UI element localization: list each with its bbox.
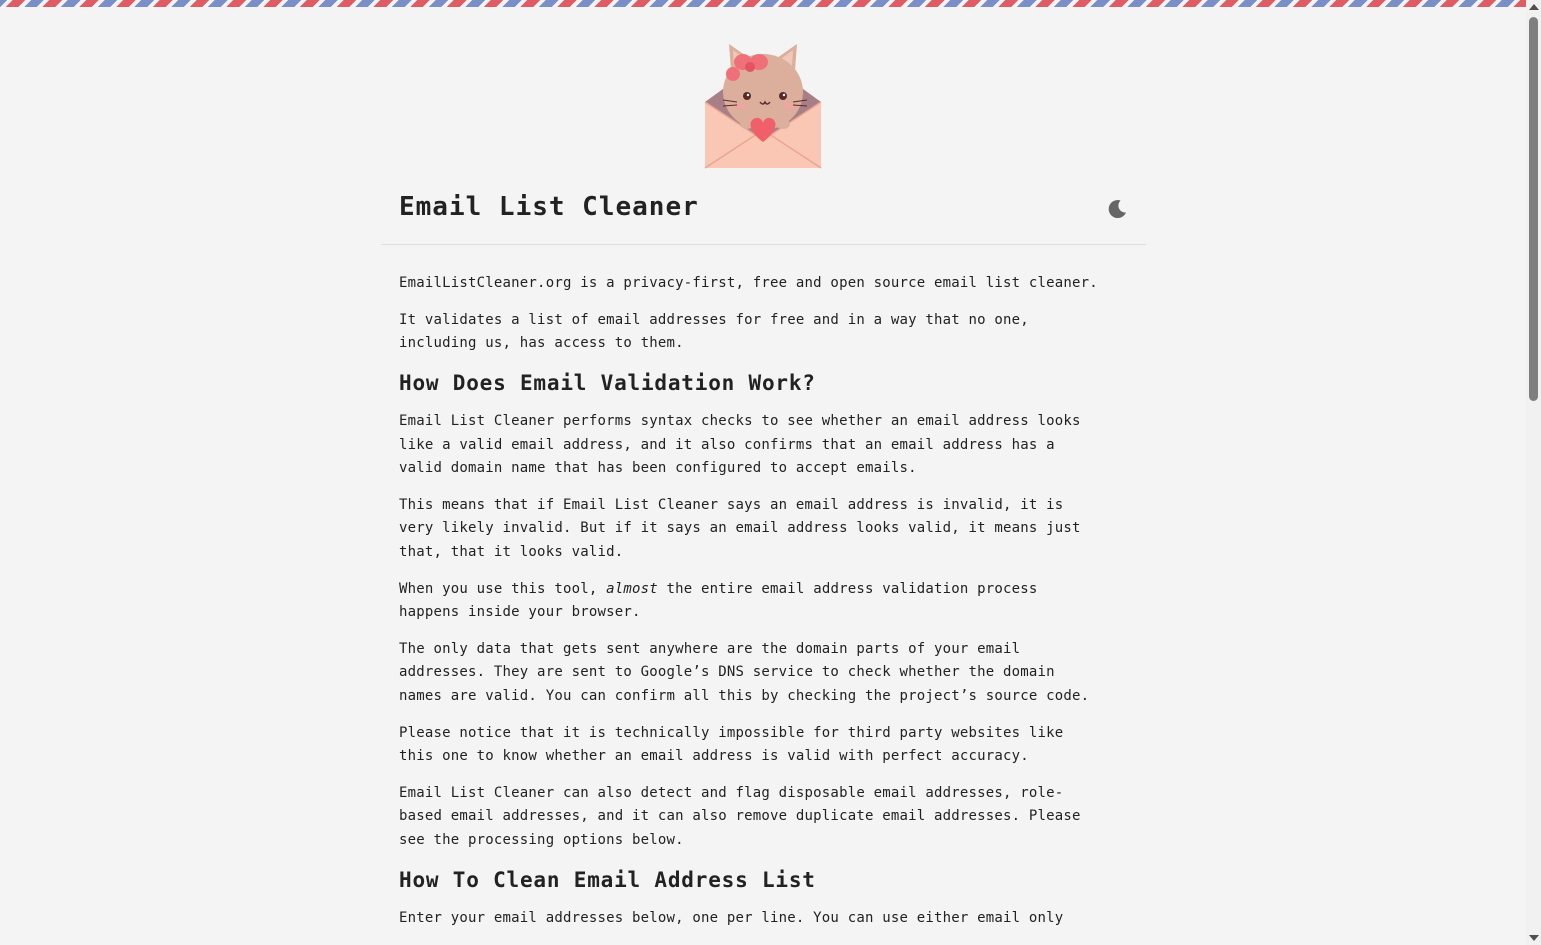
section-heading: How To Clean Email Address List — [399, 867, 816, 892]
body-paragraph — [399, 578, 1129, 625]
body-paragraph: Please notice that it is technically impossible for third party websites like this one to know whether an email address is valid with perfect accuracy. — [399, 724, 1064, 765]
scroll-up-arrow-icon[interactable] — [1529, 4, 1539, 10]
body-paragraph: The only data that gets sent anywhere are the domain parts of your email addresses. They are sent to Google’s DNS service to check whether the domain names are valid. You can confirm all this by checking the project’s source code. — [399, 640, 1090, 704]
intro-paragraph: It validates a list of email addresses for free and in a way that no one, including us, has access to them. — [399, 311, 1029, 352]
intro-paragraph: EmailListCleaner.org is a privacy-first, free and open source email list cleaner. — [399, 275, 1098, 291]
text-span: When you use this tool, — [399, 580, 607, 597]
page-header — [381, 180, 1146, 245]
cat-in-envelope-logo — [703, 40, 823, 172]
text-span: the entire email address validation process happens inside your browser. — [399, 580, 1038, 621]
moon-icon[interactable] — [1105, 197, 1129, 221]
page-title: Email List Cleaner — [399, 192, 699, 222]
scroll-down-arrow-icon[interactable] — [1529, 935, 1539, 941]
airmail-border — [0, 0, 1526, 7]
emphasis-text: almost — [606, 580, 658, 597]
article-content — [399, 272, 1129, 944]
scrollbar-thumb[interactable] — [1529, 17, 1538, 401]
vertical-scrollbar[interactable] — [1526, 0, 1541, 945]
body-paragraph: Enter your email addresses below, one per line. You can use either email only — [399, 909, 1064, 926]
body-paragraph: Email List Cleaner can also detect and flag disposable email addresses, role- based email addresses, and it can also remove duplicate email addresses. Please see the processing options below. — [399, 785, 1081, 848]
section-heading: How Does Email Validation Work? — [399, 371, 816, 396]
body-paragraph: Email List Cleaner performs syntax checks to see whether an email address looks like a valid email address, and it also confirms that an email address has a valid domain name that has been configured to accept emails. — [399, 413, 1081, 477]
body-paragraph: This means that if Email List Cleaner says an email address is invalid, it is very likely invalid. But if it says an email address looks valid, it means just that, that it looks valid. — [399, 496, 1081, 560]
